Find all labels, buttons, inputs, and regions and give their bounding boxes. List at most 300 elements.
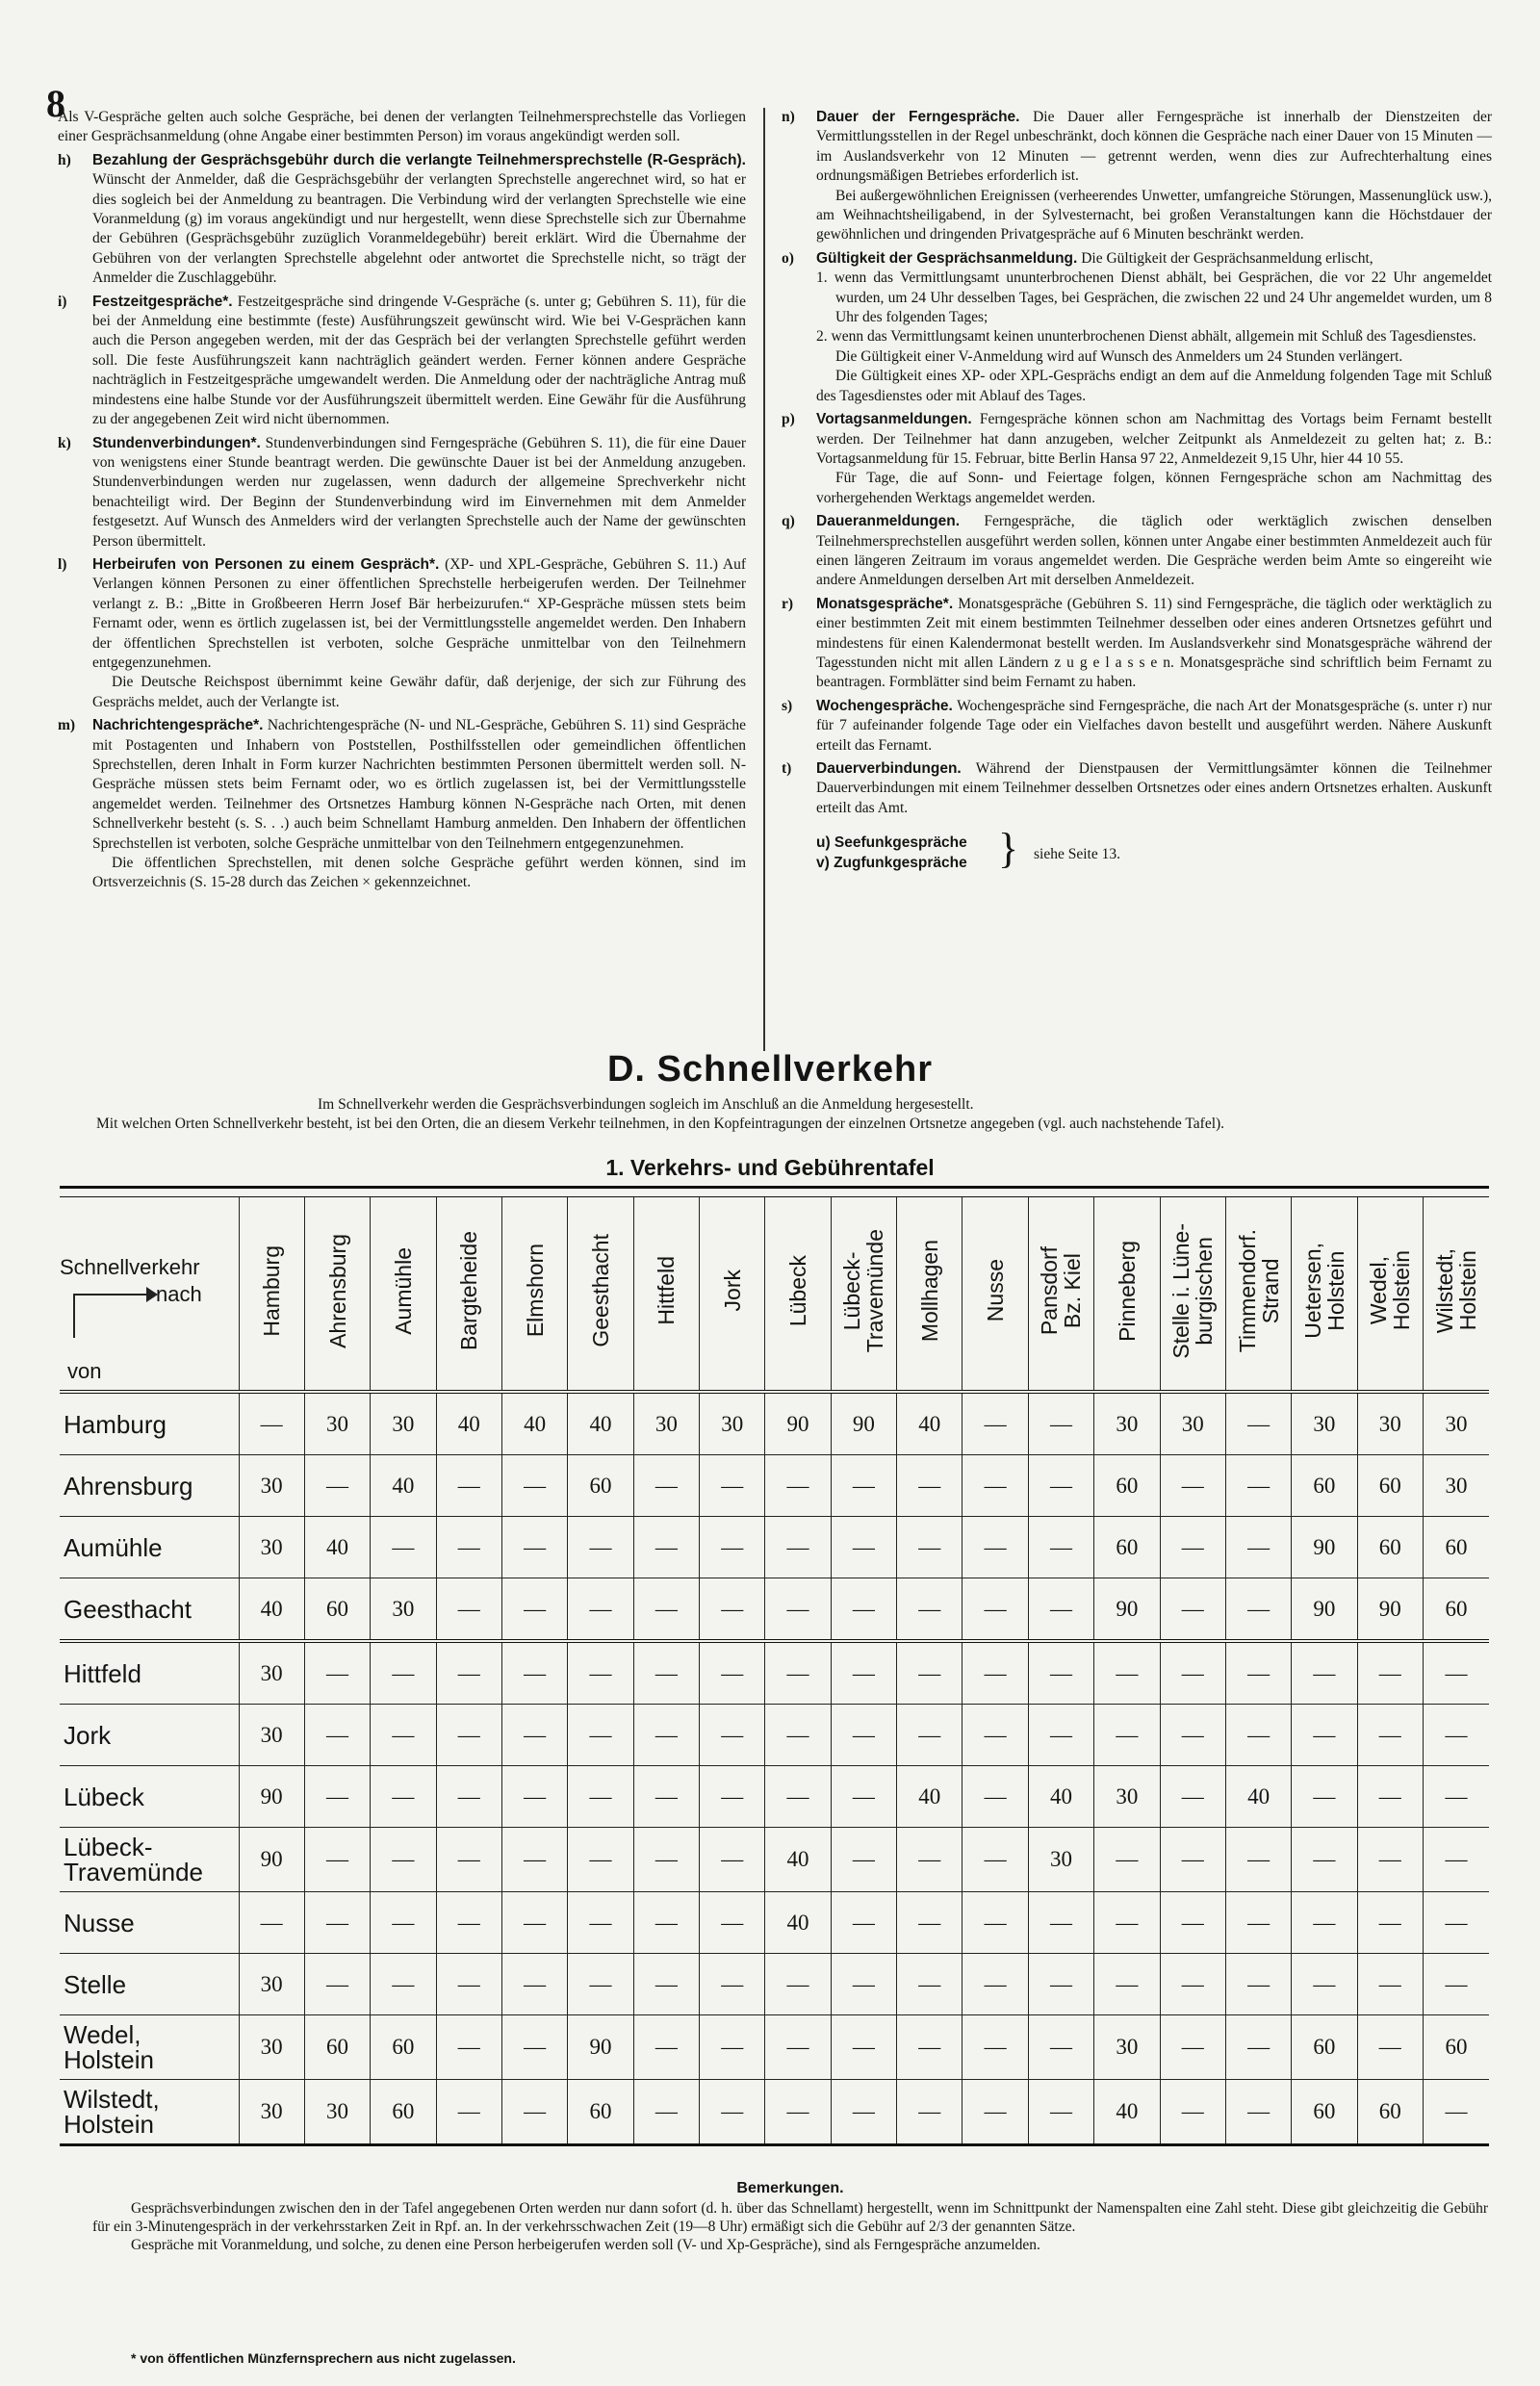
rate-cell: — [897, 1954, 962, 2015]
rate-cell: — [1160, 1641, 1225, 1705]
rate-cell: — [1357, 1641, 1423, 1705]
item-marker: p) [782, 411, 795, 428]
rate-cell: — [1160, 1578, 1225, 1642]
rate-cell: — [962, 1892, 1028, 1954]
item-extra: Bei außergewöhnlichen Ereignissen (verheerendes Unwetter, umfangreiche Störungen, Massenunglück usw.), am Weihnachtsheiligabend, in der Sylvesternacht, bei großen Veranstaltungen kann die Höchstdauer der gewöhnlichen und dringenden Privatgespräche auf 6 Minuten beschränkt werden. [816, 187, 1492, 244]
rate-cell: — [436, 2080, 501, 2145]
item-body [816, 108, 1492, 187]
rate-cell: — [304, 1954, 370, 2015]
rate-cell: — [371, 1641, 436, 1705]
rate-cell: — [962, 1954, 1028, 2015]
rate-cell: 40 [1225, 1766, 1291, 1828]
rate-cell: — [1423, 1954, 1489, 2015]
page-reference: siehe Seite 13. [1034, 846, 1120, 863]
rate-cell: — [501, 1766, 567, 1828]
rate-cell: — [633, 1766, 699, 1828]
rate-cell: — [1225, 1392, 1291, 1455]
rate-cell: 40 [239, 1578, 304, 1642]
rate-cell: — [700, 2015, 765, 2080]
row-label: Lübeck [60, 1766, 239, 1828]
rate-cell: 30 [1423, 1455, 1489, 1517]
rate-cell: — [1160, 1705, 1225, 1766]
item-text: Während der Dienstpausen der Vermittlungsämter können die Teilnehmer Dauerverbindungen mit einem Teilnehmer desselben Ortsnetzes oder eines andern Ortsnetzes erhalten. Auskunft erteilt das Amt. [816, 760, 1492, 816]
item-body [92, 293, 746, 430]
numbered-condition: 2. wenn das Vermittlungsamt keinen ununterbrochenen Dienst abhält, allgemein mit Schluß des Tagesdienstes. [816, 328, 1476, 346]
table-row [60, 1578, 1489, 1642]
rate-cell: — [962, 1828, 1028, 1892]
rate-cell: — [765, 1766, 831, 1828]
rate-cell: — [897, 1578, 962, 1642]
item-title: Vortagsanmeldungen. [816, 411, 972, 428]
rate-cell: 60 [568, 2080, 633, 2145]
rate-cell: — [831, 1517, 896, 1578]
item-title: Gültigkeit der Gesprächsanmeldung. [816, 249, 1078, 267]
rate-cell: — [1028, 2015, 1093, 2080]
item-marker: i) [58, 293, 67, 310]
item-marker: t) [782, 760, 792, 777]
rate-cell: 40 [371, 1455, 436, 1517]
rate-cell: — [1028, 1705, 1093, 1766]
item-title: Daueranmeldungen. [816, 513, 960, 530]
rate-cell: 30 [1094, 1392, 1160, 1455]
table-row [60, 1954, 1489, 2015]
rate-cell: — [831, 1766, 896, 1828]
item-body [816, 410, 1492, 469]
rate-cell: — [1094, 1828, 1160, 1892]
table-header-row [60, 1197, 1489, 1393]
rate-cell: 40 [304, 1517, 370, 1578]
rate-cell: — [700, 2080, 765, 2145]
rate-cell: — [1225, 2080, 1291, 2145]
section-item [58, 716, 746, 893]
rate-cell: — [962, 2080, 1028, 2145]
rate-cell: — [765, 2015, 831, 2080]
column-header-label: Hittfeld [654, 1256, 680, 1325]
column-header-label: Pinneberg [1114, 1240, 1140, 1342]
rate-cell: — [1028, 1517, 1093, 1578]
rate-cell: 60 [1094, 1455, 1160, 1517]
item-text: Ferngespräche, die täglich oder werktäglich zwischen denselben Teilnehmersprechstellen ausgeführt werden sollen, können unter Angabe einer bestimmten Anmeldezeit auch für einen längeren Zeitraum im voraus angemeldet werden. Die Gespräche werden beim Amte so eingereiht wie andere Anmeldungen derselben Art mit derselben Anmeldezeit. [816, 513, 1492, 589]
rate-cell: — [1292, 1641, 1357, 1705]
rate-cell: 40 [897, 1392, 962, 1455]
rate-cell: 60 [1292, 2015, 1357, 2080]
section-item [782, 595, 1492, 693]
rate-cell: — [1292, 1954, 1357, 2015]
rate-cell: — [1160, 1892, 1225, 1954]
rate-cell: — [501, 2015, 567, 2080]
rate-cell: — [962, 1392, 1028, 1455]
column-header-label: Stelle i. Lüne- burgischen [1168, 1222, 1218, 1359]
rate-cell: 30 [700, 1392, 765, 1455]
rate-cell: — [436, 1455, 501, 1517]
column-header [239, 1197, 304, 1393]
rate-cell: 90 [831, 1392, 896, 1455]
table-row [60, 1455, 1489, 1517]
rate-cell: — [1423, 1828, 1489, 1892]
rate-cell: — [568, 1766, 633, 1828]
rate-cell: — [831, 1892, 896, 1954]
rate-cell: 60 [1357, 2080, 1423, 2145]
rate-cell: — [897, 1455, 962, 1517]
rate-cell: 30 [1292, 1392, 1357, 1455]
row-label: Wilstedt, Holstein [60, 2080, 239, 2145]
rate-cell: — [239, 1892, 304, 1954]
rate-cell: 40 [1094, 2080, 1160, 2145]
section-intro [96, 1095, 1444, 1134]
rate-cell: — [1160, 2080, 1225, 2145]
item-text: Monatsgespräche (Gebühren S. 11) sind Ferngespräche, die täglich oder werktäglich zu einer bestimmten Zeit mit einem bestimmten Teilnehmer desselben oder eines anderen Ortsnetzes geführt und mindestens für einen Kalendermonat bestellt werden. Im Auslandsverkehr sind Monatsgespräche während der Tagesstunden nicht mit allen Ländern z u g e l a s s e n. Monatsgespräche sind schriftlich beim Fernamt zu beantragen. Formblätter sind beim Fernamt zu haben. [816, 595, 1492, 691]
sea-radio-label: u) Seefunkgespräche [816, 834, 967, 852]
section-intro-1: Im Schnellverkehr werden die Gesprächsverbindungen sogleich im Anschluß an die Anmeldung hergesestellt. [318, 1096, 974, 1113]
item-text: Nachrichtengespräche (N- und NL-Gespräche, Gebühren S. 11) sind Gespräche mit Postagenten und Inhabern von Poststellen, Posthilfsstellen oder gemeindlichen öffentlichen Sprechstellen, deren Inhalt in Form kurzer Nachrichten bestimmten Personen übermittelt werden soll. N-Gespräche müssen stets beim Fernamt oder, wo es örtlich zugelassen ist, bei der Vermittlungsstelle angemeldet werden. Teilnehmer des Ortsnetzes Hamburg können N-Gespräche nach Orten, mit denen Schnellverkehr besteht (s. S. . .) auch beim Schnellamt Hamburg anmelden. Den Inhabern der öffentlichen Sprechstellen ist verboten, solche Gespräche unmittelbar von den Teilnehmern entgegenzunehmen. [92, 717, 747, 852]
item-marker: o) [782, 249, 794, 267]
item-text: Ferngespräche können schon am Nachmittag des Vortags beim Fernamt bestellt werden. Der Teilnehmer hat dann anzugeben, welcher Zeitpunkt als Anmeldezeit zu gelten hat; z. B.: Vortagsanmeldung für 15. Februar, bitte Berlin Hansa 97 22, Anmeldezeit 9,15 Uhr, hier 44 10 55. [816, 411, 1493, 467]
rate-cell: — [436, 1517, 501, 1578]
column-header-label: Bargteheide [456, 1230, 482, 1351]
rate-cell: 60 [1292, 1455, 1357, 1517]
rate-cell: — [1423, 1766, 1489, 1828]
section-item [782, 512, 1492, 591]
rate-cell: — [1357, 2015, 1423, 2080]
rate-cell: 30 [1423, 1392, 1489, 1455]
section-title: D. Schnellverkehr [606, 1049, 934, 1090]
rate-cell: — [1160, 1954, 1225, 2015]
table-row [60, 1828, 1489, 1892]
section-item [782, 410, 1492, 508]
column-header [304, 1197, 370, 1393]
row-label: Hamburg [60, 1392, 239, 1455]
remarks-paragraph-1: Gesprächsverbindungen zwischen den in der Tafel angegebenen Orten werden nur dann sofort (d. h. über das Schnellamt) hergestellt, wenn im Schnittpunkt der Namenspalten eine Zahl steht. Diese gibt gleichzeitig die Gebühr für ein 3-Minutengespräch in der verkehrsstarken Zeit in Rpf. an. In der verkehrsschwachen Zeit (19—8 Uhr) ermäßigt sich die Gebühr auf 2/3 der genannten Sätze. [92, 2200, 1488, 2235]
item-text: Wünscht der Anmelder, daß die Gesprächsgebühr der verlangten Sprechstelle angerechnet wird, so hat er dies sogleich bei der Anmeldung zu beantragen. Die Verbindung wird der verlangten Sprechstelle wie eine Voranmeldung (g) im voraus angekündigt und nur hergestellt, wenn diese Sprechstelle sich zur Übernahme der Gebühren (Gesprächsgebühr zuzüglich Voranmeldegebühr) bereit erklärt. Wird die Übernahme der Gebühren von der verlangten Sprechstelle abgelehnt oder antwortet die Sprechstelle nicht, so trägt der Anmelder die Zuschlaggebühr. [92, 171, 746, 287]
rate-cell: — [1028, 1954, 1093, 2015]
item-body [92, 555, 746, 673]
rate-cell: 30 [239, 1641, 304, 1705]
column-header-label: Nusse [983, 1259, 1009, 1322]
rate-cell: — [568, 1954, 633, 2015]
column-header [1028, 1197, 1093, 1393]
item-extra: Die öffentlichen Sprechstellen, mit denen solche Gespräche geführt werden können, sind im Ortsverzeichnis (S. 15-28 durch das Zeichen × gekennzeichnet. [92, 855, 746, 891]
column-header-label: Hamburg [259, 1244, 285, 1337]
rate-cell: — [633, 1517, 699, 1578]
rate-cell: — [831, 1828, 896, 1892]
rate-cell: 90 [239, 1766, 304, 1828]
rate-cell: 60 [568, 1455, 633, 1517]
page-number: 8 [46, 82, 65, 125]
corner-cell [60, 1197, 239, 1393]
left-column [58, 108, 746, 897]
rate-cell: 60 [1292, 2080, 1357, 2145]
rate-cell: — [1028, 2080, 1093, 2145]
section-intro-2: Mit welchen Orten Schnellverkehr besteht, ist bei den Orten, die an diesem Verkehr teilnehmen, in den Kopfeintragungen der einzelnen Ortsnetze angegeben (vgl. auch nachstehende Tafel). [96, 1116, 1225, 1132]
rate-cell: — [962, 2015, 1028, 2080]
item-marker: r) [782, 595, 794, 612]
rate-cell: 30 [371, 1578, 436, 1642]
item-title: Herbeirufen von Personen zu einem Gespräch*. [92, 555, 440, 573]
rate-cell: — [304, 1641, 370, 1705]
rate-cell: — [633, 1954, 699, 2015]
rate-cell: — [304, 1455, 370, 1517]
rate-cell: 30 [304, 1392, 370, 1455]
radio-calls-reference [782, 825, 1492, 878]
rate-cell: — [1292, 1892, 1357, 1954]
rate-cell: 30 [1094, 2015, 1160, 2080]
item-extra: Für Tage, die auf Sonn- und Feiertage folgen, können Ferngespräche schon am Nachmittag des vorhergehenden Werktags angemeldet werden. [816, 470, 1492, 506]
rate-cell: — [436, 1828, 501, 1892]
rate-cell: — [436, 1954, 501, 2015]
rate-cell: — [1028, 1455, 1093, 1517]
rate-cell: — [371, 1705, 436, 1766]
rate-cell: 30 [304, 2080, 370, 2145]
rate-cell: — [501, 1455, 567, 1517]
rate-cell: 30 [239, 2015, 304, 2080]
rate-cell: — [633, 2080, 699, 2145]
train-radio-label: v) Zugfunkgespräche [816, 854, 967, 871]
rate-cell: — [633, 1578, 699, 1642]
item-text: Stundenverbindungen sind Ferngespräche (Gebühren S. 11), die für eine Dauer von wenigstens einer Stunde beantragt werden. Die gewünschte Dauer ist bei der Anmeldung anzugeben. Stundenverbindungen werden nur zugelassen, wenn dadurch der allgemeine Sprechverkehr nicht benachteiligt wird. Der Beginn der Stundenverbindung wird im Einvernehmen mit dem Anmelder festgesetzt. Auf Wunsch des Anmelders wird der verlangten Sprechstelle auch der Name der gewünschten Person übermittelt. [92, 434, 747, 550]
rate-cell: — [1225, 1705, 1291, 1766]
rate-cell: — [1028, 1641, 1093, 1705]
rate-cell: — [371, 1517, 436, 1578]
rate-cell: 90 [765, 1392, 831, 1455]
row-label: Hittfeld [60, 1641, 239, 1705]
rate-cell: 90 [239, 1828, 304, 1892]
column-header-label: Elmshorn [522, 1244, 548, 1338]
section-item [782, 108, 1492, 245]
rate-cell: — [1225, 1954, 1291, 2015]
brace-glyph: } [998, 825, 1019, 873]
rate-cell: — [700, 1766, 765, 1828]
column-header [568, 1197, 633, 1393]
item-title: Festzeitgespräche*. [92, 293, 233, 310]
rate-cell: — [501, 2080, 567, 2145]
rate-cell: 40 [897, 1766, 962, 1828]
column-header-label: Lübeck [785, 1254, 811, 1327]
rate-cell: 30 [239, 1954, 304, 2015]
rate-cell: 40 [765, 1828, 831, 1892]
rate-cell: — [962, 1766, 1028, 1828]
rate-cell: — [897, 1517, 962, 1578]
rate-cell: 30 [239, 1705, 304, 1766]
section-item [58, 434, 746, 552]
rate-cell: 60 [304, 2015, 370, 2080]
column-header [1357, 1197, 1423, 1393]
table-row [60, 1892, 1489, 1954]
section-item [782, 697, 1492, 756]
rate-cell: — [1028, 1578, 1093, 1642]
arrow-stem [73, 1296, 75, 1338]
rate-cell: — [633, 1828, 699, 1892]
item-extra: Die Gültigkeit eines XP- oder XPL-Gesprächs endigt an dem auf die Anmeldung folgenden Tage mit Schluß des Tagesdienstes oder mit Ablauf des Tages. [816, 368, 1492, 404]
row-label: Wedel, Holstein [60, 2015, 239, 2080]
section-item [58, 151, 746, 289]
rate-cell: — [765, 1578, 831, 1642]
rate-cell: — [501, 1954, 567, 2015]
rate-cell: — [436, 1641, 501, 1705]
item-body [816, 249, 1492, 269]
item-body [816, 759, 1492, 818]
column-header-label: Mollhagen [916, 1239, 942, 1343]
rate-cell: — [633, 1705, 699, 1766]
rate-cell: — [1357, 1828, 1423, 1892]
column-header-label: Lübeck- Travemünde [839, 1228, 888, 1353]
rate-cell: 90 [1094, 1578, 1160, 1642]
row-label: Ahrensburg [60, 1455, 239, 1517]
row-label: Nusse [60, 1892, 239, 1954]
rate-cell: — [1160, 1517, 1225, 1578]
rate-cell: — [700, 1517, 765, 1578]
column-header [831, 1197, 896, 1393]
item-title: Nachrichtengespräche*. [92, 717, 264, 734]
column-header [897, 1197, 962, 1393]
column-header [633, 1197, 699, 1393]
rate-cell: — [897, 1641, 962, 1705]
rate-cell: — [436, 1892, 501, 1954]
text-columns [58, 108, 1492, 1056]
rate-cell: 30 [1028, 1828, 1093, 1892]
column-header [1292, 1197, 1357, 1393]
item-marker: s) [782, 697, 793, 714]
column-header [436, 1197, 501, 1393]
table-row [60, 2080, 1489, 2145]
footnote: * von öffentlichen Münzfernsprechern aus nicht zugelassen. [131, 2350, 516, 2366]
rate-cell: — [1225, 2015, 1291, 2080]
rate-cell: 60 [371, 2015, 436, 2080]
rate-cell: — [436, 1705, 501, 1766]
rate-cell: — [1423, 1705, 1489, 1766]
rate-cell: 30 [239, 1517, 304, 1578]
item-extra: Die Deutsche Reichspost übernimmt keine Gewähr dafür, daß derjenige, der sich zur Führung des Gesprächs meldet, auch der Verlangte ist. [92, 674, 746, 710]
item-text: Wochengespräche sind Ferngespräche, die nach Art der Monatsgespräche (s. unter r) nur für 7 aufeinander folgende Tage oder ein Vielfaches davon bestellt und ausgeführt werden. Nähere Auskunft erteilt das Fernamt. [816, 697, 1492, 754]
rate-cell: — [568, 1705, 633, 1766]
rate-cell: — [1160, 1766, 1225, 1828]
rate-cell: 40 [765, 1892, 831, 1954]
column-header [1225, 1197, 1291, 1393]
rate-cell: — [962, 1641, 1028, 1705]
numbered-condition: 1. wenn das Vermittlungsamt ununterbrochenen Dienst abhält, bei Gesprächen, die vor 22 Uhr angemeldet wurden, um 24 Uhr desselben Tages, bei Gesprächen, die zwischen 22 und 24 Uhr angemeldet wurden, um 8 Uhr des folgenden Tages; [816, 269, 1492, 326]
item-marker: l) [58, 555, 67, 573]
rate-cell: — [371, 1892, 436, 1954]
rate-cell: — [765, 1954, 831, 2015]
rate-cell: 90 [1357, 1578, 1423, 1642]
rate-cell: — [371, 1828, 436, 1892]
item-body [92, 434, 746, 552]
column-header-label: Aumühle [390, 1246, 416, 1335]
corner-from: von [67, 1359, 102, 1383]
rate-cell: 30 [1357, 1392, 1423, 1455]
rate-cell: — [962, 1578, 1028, 1642]
rate-cell: 30 [1094, 1766, 1160, 1828]
rate-cell: — [436, 1766, 501, 1828]
item-title: Dauerverbindungen. [816, 760, 962, 777]
rate-cell: 40 [568, 1392, 633, 1455]
section-item [782, 759, 1492, 818]
row-label: Lübeck- Travemünde [60, 1828, 239, 1892]
table-row [60, 1641, 1489, 1705]
rate-cell: 60 [304, 1578, 370, 1642]
rate-cell: — [765, 1641, 831, 1705]
rate-cell: — [962, 1455, 1028, 1517]
item-title: Stundenverbindungen*. [92, 434, 261, 451]
table-row [60, 1766, 1489, 1828]
item-body [92, 151, 746, 289]
rate-cell: — [501, 1828, 567, 1892]
column-header [371, 1197, 436, 1393]
rate-cell: 60 [1094, 1517, 1160, 1578]
column-header-label: Ahrensburg [324, 1233, 350, 1348]
rate-cell: 60 [1423, 1517, 1489, 1578]
column-header-label: Uetersen, Holstein [1299, 1243, 1348, 1339]
remarks-paragraph-2: Gespräche mit Voranmeldung, und solche, zu denen eine Person herbeigerufen werden soll (V- und Xp-Gespräche), sind als Ferngespräche anzumelden. [131, 2237, 1040, 2253]
rate-cell: — [1225, 1828, 1291, 1892]
column-header-label: Timmendorf. Strand [1234, 1228, 1283, 1353]
rate-cell: — [436, 2015, 501, 2080]
section-item [58, 293, 746, 430]
left-intro: Als V-Gespräche gelten auch solche Gespräche, bei denen der verlangten Teilnehmersprechstelle das Vorliegen einer Gesprächsanmeldung (ohne Angabe einer bestimmten Person) im voraus angekündigt werden soll. [58, 109, 746, 145]
rate-cell: — [1028, 1892, 1093, 1954]
rate-cell: — [1357, 1766, 1423, 1828]
rate-cell: — [633, 1892, 699, 1954]
rate-cell: — [1423, 1641, 1489, 1705]
rate-cell: — [304, 1766, 370, 1828]
table-row [60, 2015, 1489, 2080]
item-extra: Die Gültigkeit einer V-Anmeldung wird auf Wunsch des Anmelders um 24 Stunden verlängert. [835, 347, 1403, 365]
rate-cell: — [1357, 1954, 1423, 2015]
rate-cell: — [765, 1455, 831, 1517]
item-marker: k) [58, 434, 71, 451]
rate-cell: — [568, 1828, 633, 1892]
remarks [92, 2179, 1488, 2254]
rate-cell: — [1357, 1892, 1423, 1954]
rate-cell: 60 [1423, 2015, 1489, 2080]
row-label: Geesthacht [60, 1578, 239, 1642]
item-body [816, 512, 1492, 591]
rate-cell: — [897, 2080, 962, 2145]
rate-cell: — [568, 1578, 633, 1642]
rate-cell: — [568, 1517, 633, 1578]
rate-cell: — [765, 1705, 831, 1766]
rate-cell: 60 [1357, 1517, 1423, 1578]
rate-cell: — [962, 1517, 1028, 1578]
rate-cell: — [1357, 1705, 1423, 1766]
rate-cell: 90 [1292, 1517, 1357, 1578]
rate-cell: — [831, 1705, 896, 1766]
rate-cell: 60 [1423, 1578, 1489, 1642]
rate-cell: — [765, 2080, 831, 2145]
table-body [60, 1392, 1489, 2145]
rate-cell: — [831, 2015, 896, 2080]
item-title: Bezahlung der Gesprächsgebühr durch die verlangte Teilnehmersprechstelle (R-Gespräch). [92, 151, 746, 168]
rate-cell: — [765, 1517, 831, 1578]
column-header-label: Pansdorf Bz. Kiel [1037, 1245, 1086, 1336]
rate-cell: — [1094, 1641, 1160, 1705]
rate-cell: 30 [371, 1392, 436, 1455]
rate-cell: — [501, 1641, 567, 1705]
rate-cell: — [304, 1828, 370, 1892]
item-marker: h) [58, 151, 71, 168]
column-header [700, 1197, 765, 1393]
corner-to: nach [156, 1282, 202, 1306]
table-row [60, 1392, 1489, 1455]
item-title: Dauer der Ferngespräche. [816, 109, 1020, 125]
rate-cell: — [962, 1705, 1028, 1766]
rate-cell: — [633, 2015, 699, 2080]
column-header-label: Wilstedt, Holstein [1431, 1247, 1480, 1334]
item-body [816, 595, 1492, 693]
rate-cell: — [897, 1705, 962, 1766]
rate-cell: — [700, 1641, 765, 1705]
rate-cell: — [1160, 2015, 1225, 2080]
rate-cell: — [1094, 1954, 1160, 2015]
